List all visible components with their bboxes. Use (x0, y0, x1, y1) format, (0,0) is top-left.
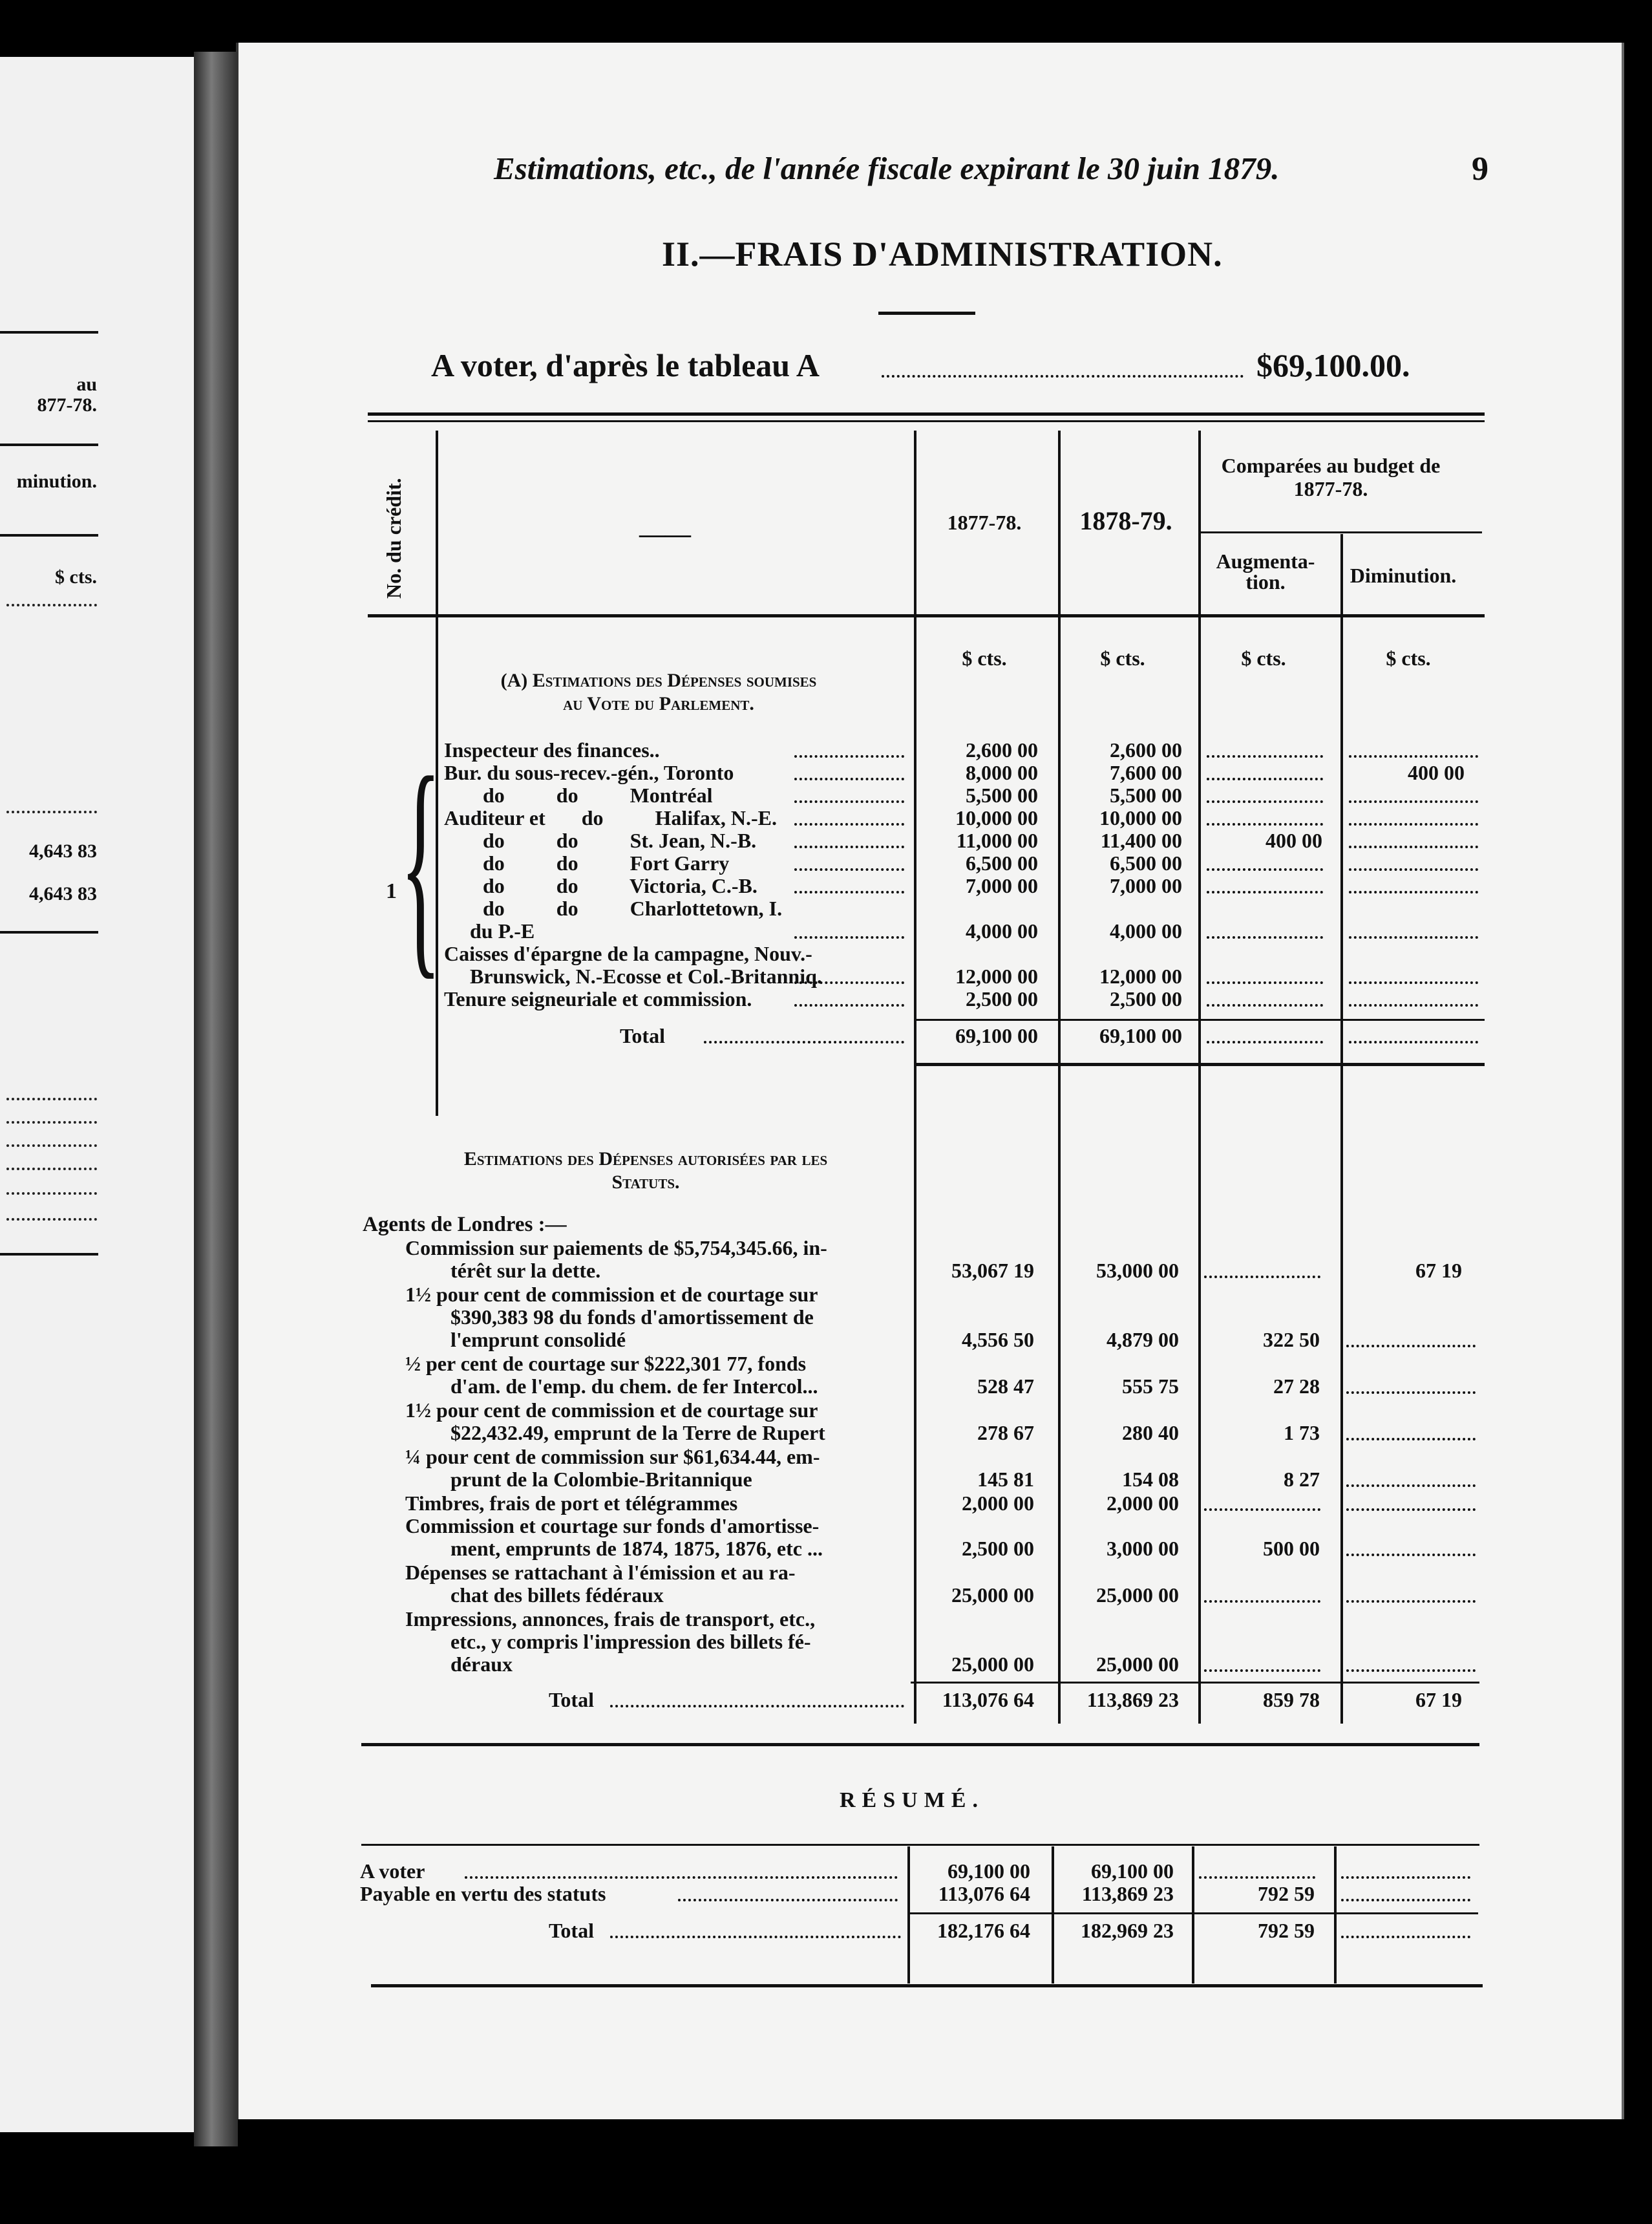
cell-1878-79: 7,000 00 (1110, 874, 1182, 897)
row-label: do do St. Jean, N.-B. (483, 829, 757, 852)
leader-dots (1349, 846, 1478, 848)
left-text: minution. (16, 471, 97, 492)
resume-column-rule (1334, 1846, 1337, 1983)
row-label: Dépenses se rattachant à l'émission et au ra- (405, 1561, 796, 1584)
row-label: $22,432.49, emprunt de la Terre de Rupert (450, 1421, 825, 1444)
cell-diminution: 67 19 (1415, 1688, 1462, 1711)
column-rule (914, 431, 916, 1724)
left-dots (6, 1192, 97, 1195)
leader-dots (1346, 1345, 1476, 1347)
cell-1877-78: 8,000 00 (966, 761, 1038, 784)
cell-1877-78: 10,000 00 (955, 806, 1038, 829)
leader-dots (678, 1899, 898, 1901)
row-label: Timbres, frais de port et télégrammes (405, 1492, 738, 1515)
title-rule (878, 312, 975, 315)
dollar-cts-label: $ cts. (1100, 647, 1145, 670)
cell-1877-78: 69,100 00 (948, 1859, 1030, 1883)
left-dots (6, 811, 97, 813)
cell-augmentation: 500 00 (1263, 1537, 1320, 1560)
left-rule (0, 331, 98, 334)
left-rule (0, 1253, 98, 1256)
cell-1878-79: 25,000 00 (1096, 1583, 1179, 1607)
row-label: ¼ pour cent de commission sur $61,634.44, em- (405, 1445, 820, 1468)
leader-dots (794, 891, 904, 893)
row-label: prunt de la Colombie-Britannique (450, 1468, 752, 1491)
credit-number: 1 (386, 879, 397, 903)
leader-dots (794, 823, 904, 826)
table-top-rule (368, 420, 1485, 422)
resume-top-rule (361, 1844, 1479, 1846)
cell-1878-79: 11,400 00 (1100, 829, 1182, 852)
compared-underline (1200, 531, 1482, 533)
leader-dots (1341, 1936, 1470, 1938)
cell-1878-79: 3,000 00 (1107, 1537, 1179, 1560)
header-diminution: Diminution. (1350, 564, 1457, 587)
row-label: l'emprunt consolidé (450, 1328, 626, 1351)
leader-dots (1207, 778, 1323, 780)
leader-dots (1349, 936, 1478, 939)
leader-dots (1207, 868, 1323, 871)
a-voter-amount: $69,100.00. (1256, 347, 1410, 383)
leader-dots (1207, 1041, 1323, 1043)
left-text: 4,643 83 (29, 840, 97, 862)
cell-1878-79: 10,000 00 (1099, 806, 1182, 829)
section-b-heading: Estimations des Dépenses autorisées par les (463, 1148, 828, 1170)
leader-dots (1199, 1876, 1315, 1879)
cell-1878-79: 25,000 00 (1096, 1652, 1179, 1676)
cell-1877-78: 6,500 00 (966, 851, 1038, 875)
dollar-cts-label: $ cts. (962, 647, 1007, 670)
cell-1877-78: 145 81 (977, 1468, 1034, 1491)
cell-1877-78: 2,500 00 (962, 1537, 1034, 1560)
section-a-heading: (A) Estimations des Dépenses soumises (500, 670, 817, 691)
cell-1878-79: 12,000 00 (1099, 965, 1182, 988)
leader-dots (1346, 1438, 1476, 1440)
row-label: Commission sur paiements de $5,754,345.66, in- (405, 1236, 827, 1259)
cell-1877-78: 12,000 00 (955, 965, 1038, 988)
row-label: Bur. du sous-recev.-gén., Toronto (444, 761, 734, 784)
header-compared: Comparées au budget de 1877-78. (1221, 454, 1441, 500)
row-label: ment, emprunts de 1874, 1875, 1876, etc ... (450, 1537, 823, 1560)
header-1877-78: 1877-78. (947, 511, 1022, 534)
section-title: II.—FRAIS D'ADMINISTRATION. (662, 235, 1223, 273)
left-rule (0, 931, 98, 934)
leader-dots (1346, 1391, 1476, 1394)
header-1878-79: 1878-79. (1079, 506, 1172, 535)
row-label: Tenure seigneuriale et commission. (444, 987, 752, 1010)
cell-1877-78: 2,000 00 (962, 1492, 1034, 1515)
cell-1877-78: 4,000 00 (966, 919, 1038, 943)
leader-dots (1349, 823, 1478, 826)
left-text: 877-78. (37, 394, 97, 416)
brace: { (400, 727, 441, 1000)
header-no-credit: No. du crédit. (382, 478, 405, 599)
row-label: do do Victoria, C.-B. (483, 874, 757, 897)
column-rule (1198, 431, 1201, 1724)
cell-1877-78: 182,176 64 (937, 1919, 1030, 1942)
cell-1877-78: 278 67 (977, 1421, 1034, 1444)
cell-1878-79: 69,100 00 (1099, 1024, 1182, 1047)
column-rule (1340, 534, 1343, 1724)
row-label: du P.-E (470, 919, 535, 943)
cell-1878-79: 4,879 00 (1107, 1328, 1179, 1351)
row-label: 1½ pour cent de commission et de courtage sur (405, 1283, 818, 1306)
resume-total-label: Total (549, 1919, 594, 1942)
cell-1877-78: 7,000 00 (966, 874, 1038, 897)
left-rule (0, 444, 98, 446)
leader-dots (1204, 1276, 1320, 1278)
group-label: Agents de Londres :— (363, 1213, 567, 1236)
leader-dots (1349, 755, 1478, 758)
header-augmentation: Augmenta-tion. (1216, 550, 1315, 593)
cell-1878-79: 280 40 (1122, 1421, 1179, 1444)
leader-dots (1207, 891, 1323, 893)
cell-augmentation: 400 00 (1265, 829, 1322, 852)
cell-augmentation: 1 73 (1284, 1421, 1320, 1444)
cell-1877-78: 11,000 00 (956, 829, 1038, 852)
total-label: Total (549, 1688, 594, 1711)
leader-dots (1349, 868, 1478, 871)
cell-diminution: 400 00 (1408, 761, 1465, 784)
cell-1878-79: 113,869 23 (1086, 1688, 1179, 1711)
book-binding (194, 52, 238, 2146)
resume-label: A voter (360, 1859, 425, 1883)
resume-column-rule (907, 1846, 910, 1983)
cell-augmentation: 322 50 (1263, 1328, 1320, 1351)
cell-1877-78: 113,076 64 (938, 1882, 1030, 1905)
cell-1878-79: 53,000 00 (1096, 1259, 1179, 1282)
leader-dots (1349, 981, 1478, 984)
cell-1878-79: 154 08 (1122, 1468, 1179, 1491)
leader-dots (1204, 1669, 1320, 1672)
leader-dots (794, 778, 904, 780)
cell-1877-78: 53,067 19 (951, 1259, 1034, 1282)
header-dash: —— (639, 519, 691, 548)
document-page (236, 43, 1624, 2119)
leader-dots (794, 981, 904, 984)
column-rule (1058, 431, 1061, 1724)
row-label: do do Montréal (483, 784, 713, 807)
leader-dots (794, 755, 904, 758)
resume-title: RÉSUMÉ. (840, 1788, 984, 1812)
cell-1877-78: 528 47 (977, 1374, 1034, 1398)
resume-subtotal-rule (909, 1912, 1478, 1914)
resume-bottom-rule (371, 1984, 1483, 1987)
row-label: etc., y compris l'impression des billets fé- (450, 1630, 811, 1653)
cell-1877-78: 69,100 00 (955, 1024, 1038, 1047)
leader-dots (1204, 1508, 1320, 1511)
cell-augmentation: 859 78 (1263, 1688, 1320, 1711)
cell-augmentation: 792 59 (1258, 1882, 1315, 1905)
leader-dots (1346, 1600, 1476, 1603)
leader-dots (1346, 1508, 1476, 1511)
leader-dots (1207, 981, 1323, 984)
cell-1878-79: 555 75 (1122, 1374, 1179, 1398)
leader-dots (1207, 823, 1323, 826)
left-dots (6, 1168, 97, 1170)
left-dots (6, 1121, 97, 1124)
leader-dots (1349, 1004, 1478, 1007)
column-rule (436, 431, 438, 1116)
cell-1877-78: 113,076 64 (942, 1688, 1034, 1711)
cell-1878-79: 2,600 00 (1110, 738, 1182, 762)
total-label: Total (620, 1024, 665, 1047)
leader-dots (1349, 891, 1478, 893)
row-label: Inspecteur des finances.. (444, 738, 660, 762)
row-label: 1½ pour cent de commission et de courtage sur (405, 1398, 818, 1422)
leader-dots (1341, 1899, 1470, 1901)
cell-1877-78: 25,000 00 (951, 1583, 1034, 1607)
leader-dots (794, 800, 904, 803)
left-text: au (76, 374, 97, 395)
row-label: do do Charlottetown, I. (483, 897, 783, 920)
resume-label: Payable en vertu des statuts (360, 1882, 606, 1905)
row-label: Brunswick, N.-Ecosse et Col.-Britanniq. (470, 965, 822, 988)
leader-dots (1204, 1600, 1320, 1603)
leader-dots (465, 1876, 898, 1879)
cell-augmentation: 8 27 (1284, 1468, 1320, 1491)
leader-dots (1207, 755, 1323, 758)
leader-dots (794, 936, 904, 939)
running-title: Estimations, etc., de l'année fiscale expirant le 30 juin 1879. (494, 151, 1280, 186)
row-label: térêt sur la dette. (450, 1259, 601, 1282)
subtotal-rule (911, 1682, 1479, 1684)
row-label: ½ per cent de courtage sur $222,301 77, fonds (405, 1352, 807, 1375)
cell-1878-79: 7,600 00 (1110, 761, 1182, 784)
row-label: Commission et courtage sur fonds d'amortisse- (405, 1514, 820, 1537)
previous-page-fragment (0, 57, 196, 2132)
cell-1878-79: 113,869 23 (1081, 1882, 1174, 1905)
resume-column-rule (1192, 1846, 1194, 1983)
page-number: 9 (1472, 151, 1488, 187)
cell-augmentation: 792 59 (1258, 1919, 1315, 1942)
cell-1878-79: 182,969 23 (1081, 1919, 1174, 1942)
a-voter-label: A voter, d'après le tableau A (431, 347, 820, 383)
cell-1878-79: 5,500 00 (1110, 784, 1182, 807)
cell-augmentation: 27 28 (1273, 1374, 1320, 1398)
row-label: déraux (450, 1652, 513, 1676)
cell-1877-78: 4,556 50 (962, 1328, 1034, 1351)
cell-1878-79: 2,000 00 (1107, 1492, 1179, 1515)
cell-1878-79: 69,100 00 (1091, 1859, 1174, 1883)
cell-diminution: 67 19 (1415, 1259, 1462, 1282)
left-rule (0, 534, 98, 537)
row-label: chat des billets fédéraux (450, 1583, 664, 1607)
cell-1878-79: 6,500 00 (1110, 851, 1182, 875)
leader-dots (1349, 1041, 1478, 1043)
cell-1877-78: 5,500 00 (966, 784, 1038, 807)
leader-dots (1349, 800, 1478, 803)
cell-1878-79: 4,000 00 (1110, 919, 1182, 943)
header-bottom-rule (368, 614, 1485, 617)
leader-dots (1346, 1669, 1476, 1672)
leader-dots (1346, 1554, 1476, 1556)
leader-dots (882, 375, 1244, 378)
dollar-cts-label: $ cts. (1241, 647, 1286, 670)
table-top-rule (368, 412, 1485, 416)
cell-1877-78: 2,600 00 (966, 738, 1038, 762)
leader-dots (794, 846, 904, 848)
left-text: 4,643 83 (29, 883, 97, 904)
cell-1878-79: 2,500 00 (1110, 987, 1182, 1010)
dollar-cts-label: $ cts. (1386, 647, 1431, 670)
left-dots (6, 1098, 97, 1100)
subtotal-rule (916, 1019, 1485, 1021)
leader-dots (704, 1041, 904, 1043)
row-label: Caisses d'épargne de la campagne, Nouv.- (444, 942, 812, 965)
cell-1877-78: 2,500 00 (966, 987, 1038, 1010)
cell-1877-78: 25,000 00 (951, 1652, 1034, 1676)
leader-dots (794, 1004, 904, 1007)
table-bottom-rule (361, 1743, 1479, 1746)
row-label: do do Fort Garry (483, 851, 730, 875)
left-dots (6, 1218, 97, 1221)
row-label: d'am. de l'emp. du chem. de fer Intercol... (450, 1374, 818, 1398)
leader-dots (1346, 1484, 1476, 1487)
row-label: Impressions, annonces, frais de transport, etc., (405, 1607, 816, 1631)
row-label: Auditeur et do Halifax, N.-E. (444, 806, 777, 829)
left-dots (6, 1144, 97, 1147)
section-a-heading: au Vote du Parlement. (563, 693, 754, 714)
leader-dots (610, 1936, 901, 1938)
leader-dots (1207, 800, 1323, 803)
leader-dots (1341, 1876, 1470, 1879)
left-dots (6, 604, 97, 606)
leader-dots (610, 1705, 904, 1707)
total-rule (916, 1063, 1485, 1066)
leader-dots (1207, 936, 1323, 939)
leader-dots (794, 868, 904, 871)
section-b-heading: Statuts. (611, 1171, 680, 1193)
row-label: $390,383 98 du fonds d'amortissement de (450, 1305, 814, 1329)
leader-dots (1207, 1004, 1323, 1007)
left-text: $ cts. (55, 566, 97, 588)
